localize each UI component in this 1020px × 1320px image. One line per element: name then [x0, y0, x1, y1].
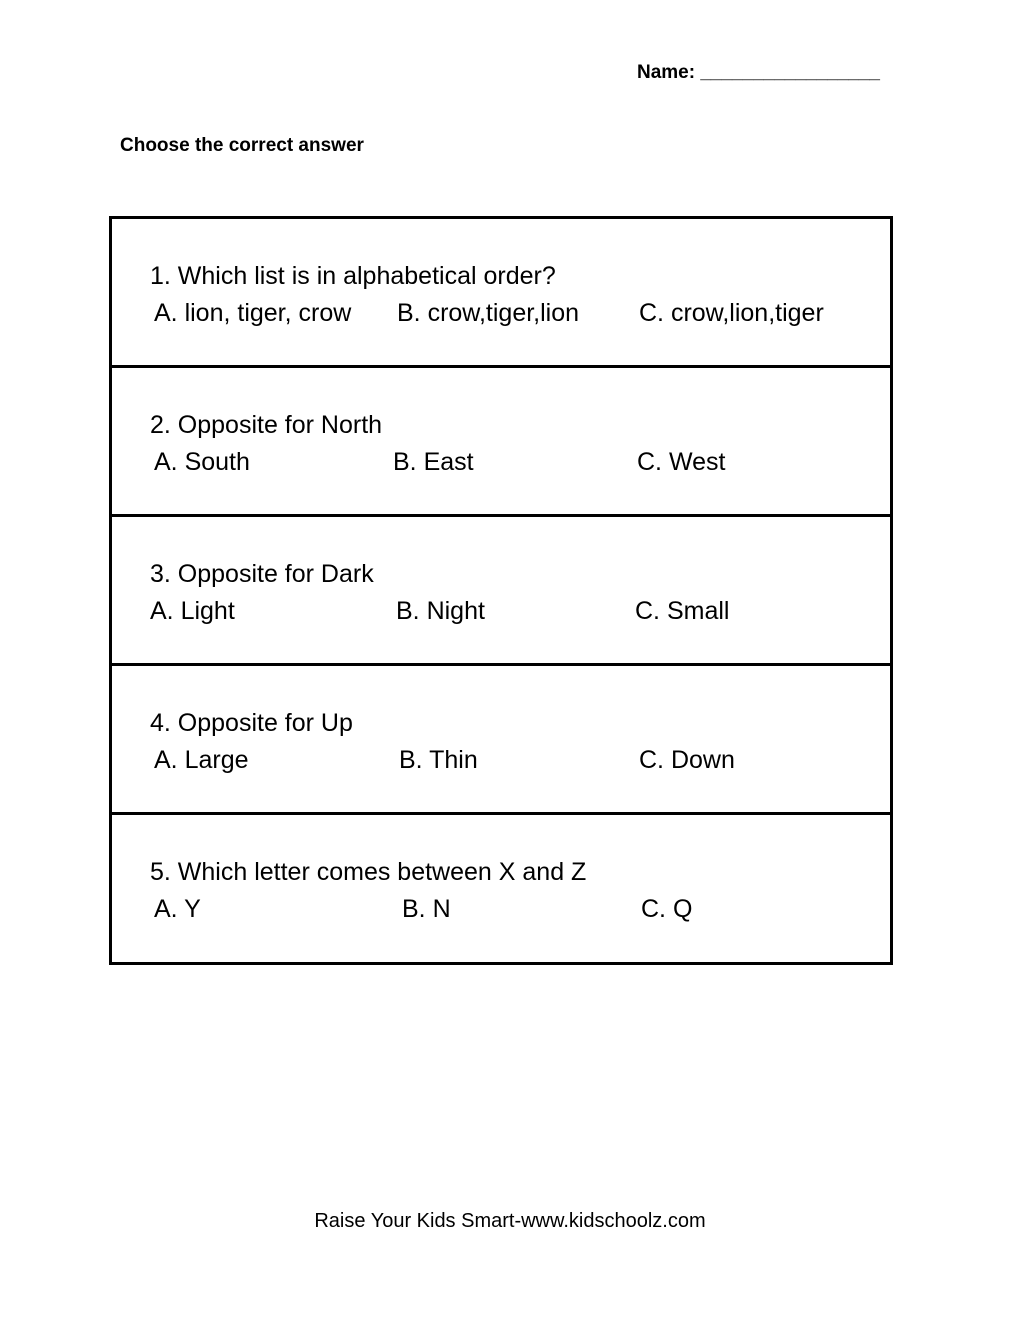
option-a: A. lion, tiger, crow — [154, 299, 352, 327]
option-c: C. crow,lion,tiger — [639, 299, 824, 327]
question-text: 5. Which letter comes between X and Z — [150, 858, 587, 886]
option-c: C. Down — [639, 746, 735, 774]
option-c: C. West — [637, 448, 726, 476]
option-a: A. Y — [154, 895, 201, 923]
option-b: B. East — [393, 448, 474, 476]
option-b: B. crow,tiger,lion — [397, 299, 580, 327]
option-c: C. Small — [635, 597, 730, 625]
question-row-3 — [112, 517, 890, 666]
instruction-heading: Choose the correct answer — [120, 135, 364, 156]
question-text: 4. Opposite for Up — [150, 709, 353, 737]
option-a: A. Light — [150, 597, 235, 625]
question-row-5 — [112, 815, 890, 964]
question-row-2 — [112, 368, 890, 517]
name-field-label: Name: _________________ — [637, 62, 880, 83]
option-a: A. Large — [154, 746, 249, 774]
quiz-table — [109, 216, 893, 965]
footer-credit: Raise Your Kids Smart-www.kidschoolz.com — [314, 1210, 706, 1232]
question-row-4 — [112, 666, 890, 815]
option-c: C. Q — [641, 895, 693, 923]
option-b: B. Night — [396, 597, 485, 625]
question-row-1 — [112, 219, 890, 368]
question-text: 1. Which list is in alphabetical order? — [150, 262, 556, 290]
option-a: A. South — [154, 448, 250, 476]
option-b: B. N — [402, 895, 451, 923]
option-b: B. Thin — [399, 746, 478, 774]
question-text: 2. Opposite for North — [150, 411, 383, 439]
question-text: 3. Opposite for Dark — [150, 560, 374, 588]
